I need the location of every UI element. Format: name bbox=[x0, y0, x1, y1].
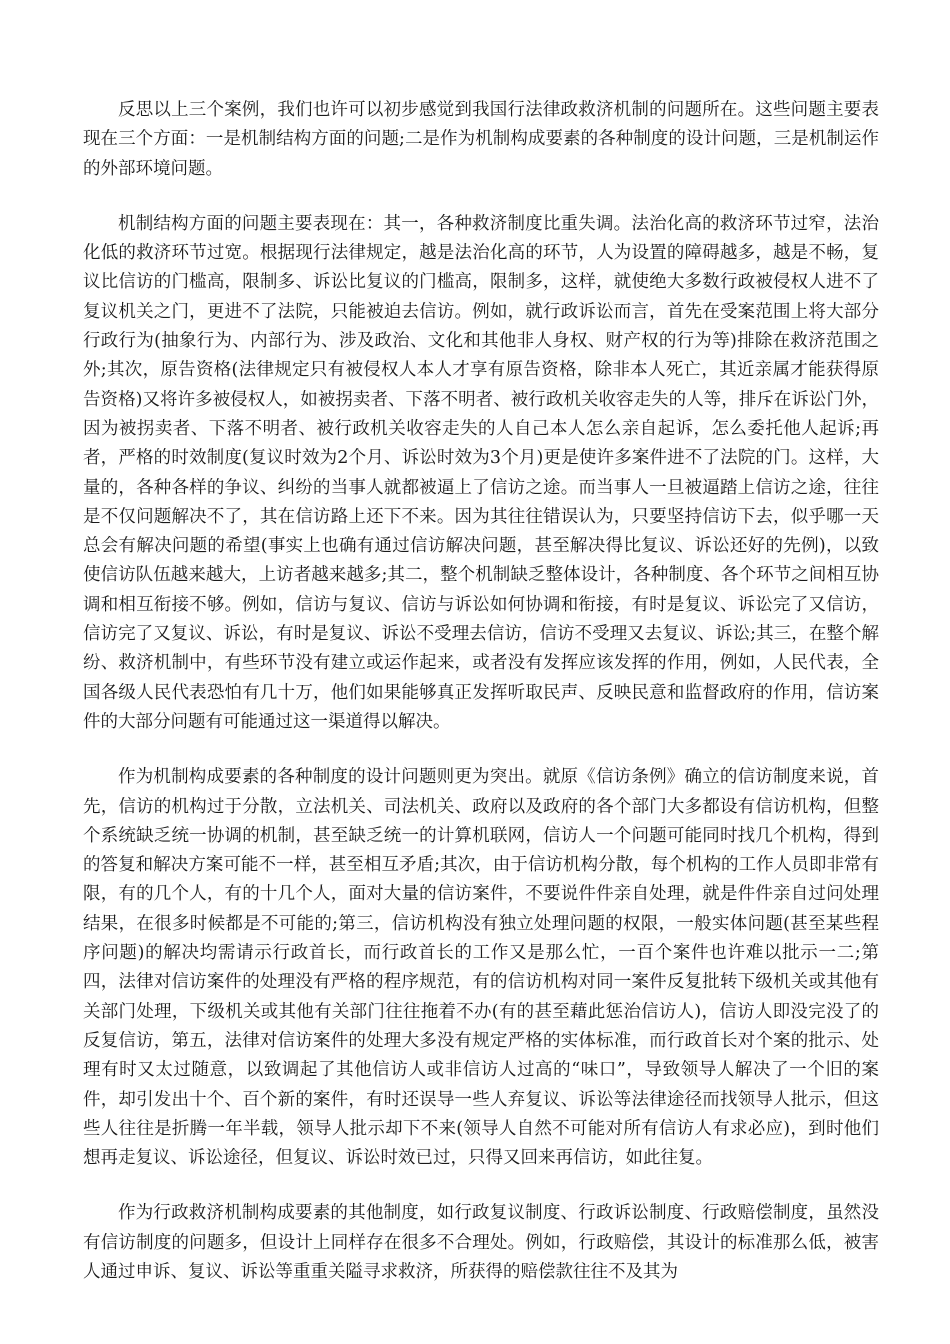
paragraph-4: 作为行政救济机制构成要素的其他制度，如行政复议制度、行政诉讼制度、行政赔偿制度，虽然没有信访制度的问题多，但设计上同样存在很多不合理处。例如，行政赔偿，其设计的标准那么低，被害人通过申诉、复议、诉讼等重重关隘寻求救济，所获得的赔偿款往往不及其为 bbox=[83, 1203, 879, 1282]
paragraph-3: 作为机制构成要素的各种制度的设计问题则更为突出。就原《信访条例》确立的信访制度来说，首先，信访的机构过于分散，立法机关、司法机关、政府以及政府的各个部门大多都设有信访机构，但整个系统缺乏统一协调的机制，甚至缺乏统一的计算机联网，信访人一个问题可能同时找几个机构，得到的答复和解决方案可能不一样，甚至相互矛盾;其次，由于信访机构分散，每个机构的工作人员即非常有限，有的几个人，有的十几个人，面对大量的信访案件，不要说件件亲自处理，就是件件亲自过问处理结果，在很多时候都是不可能的;第三，信访机构没有独立处理问题的权限，一般实体问题(甚至某些程序问题)的解决均需请示行政首长，而行政首长的工作又是那么忙，一百个案件也许难以批示一二;第四，法律对信访案件的处理没有严格的程序规范，有的信访机构对同一案件反复批转下级机关或其他有关部门处理，下级机关或其他有关部门往往拖着不办(有的甚至藉此惩治信访人)，信访人即没完没了的反复信访，第五，法律对信访案件的处理大多没有规定严格的实体标准，而行政首长对个案的批示、处理有时又太过随意，以致调起了其他信访人或非信访人过高的“味口”，导致领导人解决了一个旧的案件，却引发出十个、百个新的案件，有时还误导一些人弃复议、诉讼等法律途径而找领导人批示，但这些人往往是折腾一年半载，领导人批示却下不来(领导人自然不可能对所有信访人有求必应)，到时他们想再走复议、诉讼途径，但复议、诉讼时效已过，只得又回来再信访，如此往复。 bbox=[83, 767, 879, 1169]
document-body bbox=[83, 96, 879, 1313]
paragraph-1: 反思以上三个案例，我们也许可以初步感觉到我国行法律政救济机制的问题所在。这些问题主要表现在三个方面：一是机制结构方面的问题;二是作为机制构成要素的各种制度的设计问题，三是机制运作的外部环境问题。 bbox=[83, 100, 879, 179]
paragraph-2: 机制结构方面的问题主要表现在：其一，各种救济制度比重失调。法治化高的救济环节过窄，法治化低的救济环节过宽。根据现行法律规定，越是法治化高的环节，人为设置的障碍越多，越是不畅，复议比信访的门槛高，限制多、诉讼比复议的门槛高，限制多，这样，就使绝大多数行政被侵权人进不了复议机关之门，更进不了法院，只能被迫去信访。例如，就行政诉讼而言，首先在受案范围上将大部分行政行为(抽象行为、内部行为、涉及政治、文化和其他非人身权、财产权的行为等)排除在救济范围之外;其次，原告资格(法律规定只有被侵权人本人才享有原告资格，除非本人死亡，其近亲属才能获得原告资格)又将许多被侵权人，如被拐卖者、下落不明者、被行政机关收容走失的人等，排斥在诉讼门外，因为被拐卖者、下落不明者、被行政机关收容走失的人自己本人怎么亲自起诉，怎么委托他人起诉;再者，严格的时效制度(复议时效为2个月、诉讼时效为3个月)更是使许多案件进不了法院的门。这样，大量的，各种各样的争议、纠纷的当事人就都被逼上了信访之途。而当事人一旦被逼踏上信访之途，往往是不仅问题解决不了，其在信访路上还下不来。因为其往往错误认为，只要坚持信访下去，似乎哪一天总会有解决问题的希望(事实上也确有通过信访解决问题，甚至解决得比复议、诉讼还好的先例)，以致使信访队伍越来越大，上访者越来越多;其二，整个机制缺乏整体设计，各种制度、各个环节之间相互协调和相互衔接不够。例如，信访与复议、信访与诉讼如何协调和衔接，有时是复议、诉讼完了又信访，信访完了又复议、诉讼，有时是复议、诉讼不受理去信访，信访不受理又去复议、诉讼;其三，在整个解纷、救济机制中，有些环节没有建立或运作起来，或者没有发挥应该发挥的作用，例如，人民代表，全国各级人民代表恐怕有几十万，他们如果能够真正发挥听取民声、反映民意和监督政府的作用，信访案件的大部分问题有可能通过这一渠道得以解决。 bbox=[83, 213, 879, 732]
